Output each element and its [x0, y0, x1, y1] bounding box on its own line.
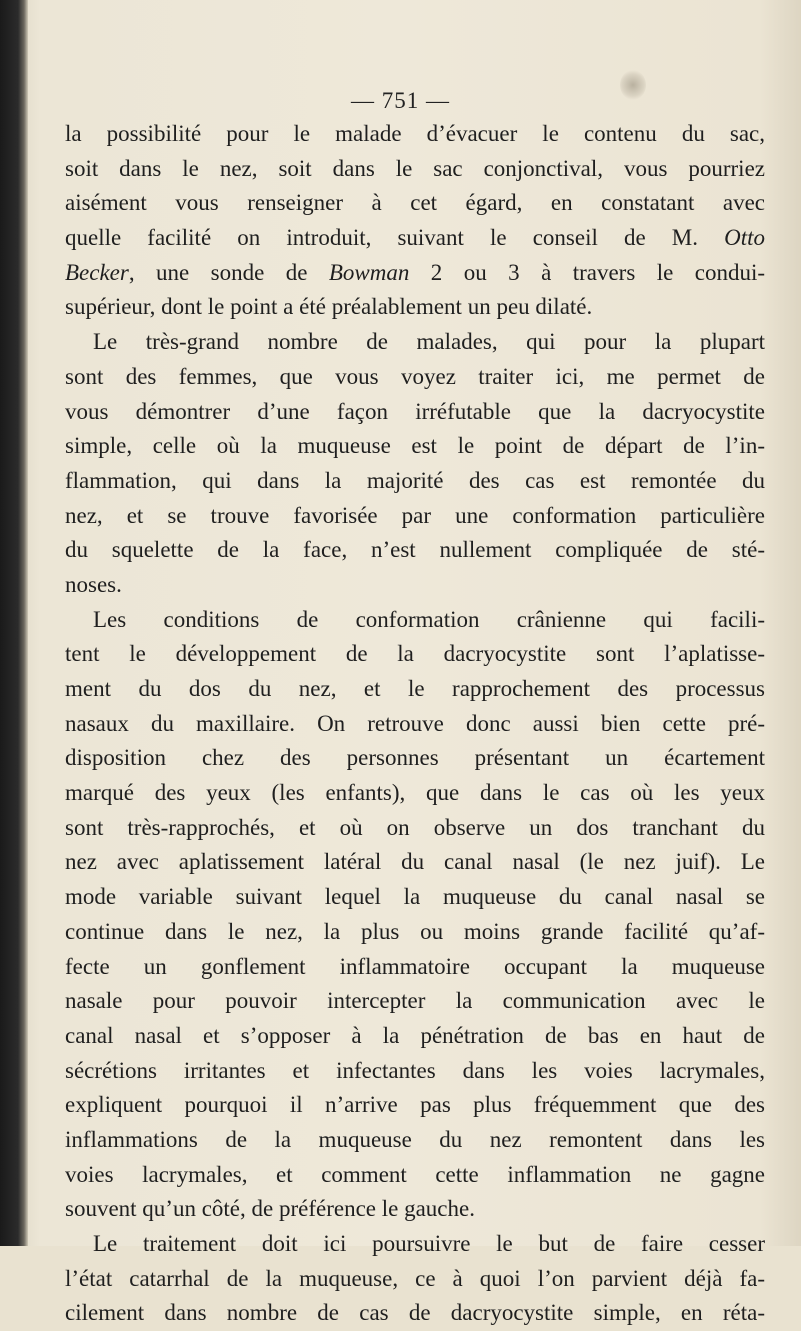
text-line: canal nasal et s’opposer à la pénétration de bas en haut de: [65, 1022, 765, 1048]
text-line: nasale pour pouvoir intercepter la communication avec le: [65, 988, 765, 1014]
text-line: inflammations de la muqueuse du nez remontent dans les: [65, 1126, 765, 1152]
text-line: Le très-grand nombre de malades, qui pour la plupart: [93, 329, 765, 355]
text-line: noses.: [65, 571, 122, 597]
text-line: l’état catarrhal de la muqueuse, ce à quoi l’on parvient déjà fa-: [65, 1265, 765, 1291]
text-line: soit dans le nez, soit dans le sac conjonctival, vous pourriez: [65, 155, 765, 181]
text-line: mode variable suivant lequel la muqueuse du canal nasal se: [65, 884, 765, 910]
text-line: [65, 256, 765, 291]
text-run: , une sonde de: [128, 259, 329, 285]
text-line: flammation, qui dans la majorité des cas est remontée du: [65, 467, 765, 493]
text-line: sont très-rapprochés, et où on observe un dos tranchant du: [65, 814, 765, 840]
text-line: aisément vous renseigner à cet égard, en constatant avec: [65, 190, 765, 216]
paragraph-2: [65, 325, 765, 603]
text-line: marqué des yeux (les enfants), que dans le cas où les yeux: [65, 780, 765, 806]
paragraph-4: [65, 1227, 765, 1331]
author-name-otto: Otto: [724, 225, 765, 251]
paragraph-1: [65, 117, 765, 325]
text-line: Les conditions de conformation crânienne qui facili-: [93, 606, 765, 632]
text-run: 2 ou 3 à travers le condui-: [409, 259, 765, 285]
text-line: expliquent pourquoi il n’arrive pas plus fréquemment que des: [65, 1092, 765, 1118]
text-line: sont des femmes, que vous voyez traiter ici, me permet de: [65, 363, 765, 389]
text-line: [65, 221, 765, 256]
text-line: nez, et se trouve favorisée par une conformation particulière: [65, 502, 765, 528]
text-line: souvent qu’un côté, de préférence le gauche.: [65, 1196, 475, 1222]
text-line: sécrétions irritantes et infectantes dans les voies lacrymales,: [65, 1057, 765, 1083]
author-name-becker: Becker: [65, 259, 129, 285]
text-line: nez avec aplatissement latéral du canal nasal (le nez juif). Le: [65, 849, 765, 875]
text-line: fecte un gonflement inflammatoire occupant la muqueuse: [65, 953, 765, 979]
text-line: tent le développement de la dacryocystite sont l’aplatisse-: [65, 641, 765, 667]
book-binding-edge: [0, 0, 28, 1246]
text-line: continue dans le nez, la plus ou moins grande facilité qu’af-: [65, 918, 765, 944]
text-line: voies lacrymales, et comment cette inflammation ne gagne: [65, 1161, 765, 1187]
text-line: simple, celle où la muqueuse est le point de départ de l’in-: [65, 433, 765, 459]
text-line: la possibilité pour le malade d’évacuer le contenu du sac,: [65, 121, 765, 146]
text-line: vous démontrer d’une façon irréfutable que la dacryocystite: [65, 398, 765, 424]
text-line: nasaux du maxillaire. On retrouve donc aussi bien cette pré-: [65, 710, 765, 736]
text-line: disposition chez des personnes présentant un écartement: [65, 745, 765, 771]
text-line: Le traitement doit ici poursuivre le but de faire cesser: [93, 1231, 765, 1256]
text-line: supérieur, dont le point a été préalablement un peu dilaté.: [65, 294, 593, 320]
body-text: [65, 117, 765, 1331]
author-name-bowman: Bowman: [328, 259, 410, 285]
text-line: ment du dos du nez, et le rapprochement des processus: [65, 676, 765, 701]
text-line: du squelette de la face, n’est nullement compliquée de sté-: [65, 537, 765, 563]
text-line: cilement dans nombre de cas de dacryocystite simple, en réta-: [65, 1300, 765, 1326]
text-run: quelle facilité on introduit, suivant le conseil de M.: [65, 225, 725, 251]
page-number: — 751 —: [351, 88, 450, 113]
paragraph-3: [65, 603, 765, 1227]
